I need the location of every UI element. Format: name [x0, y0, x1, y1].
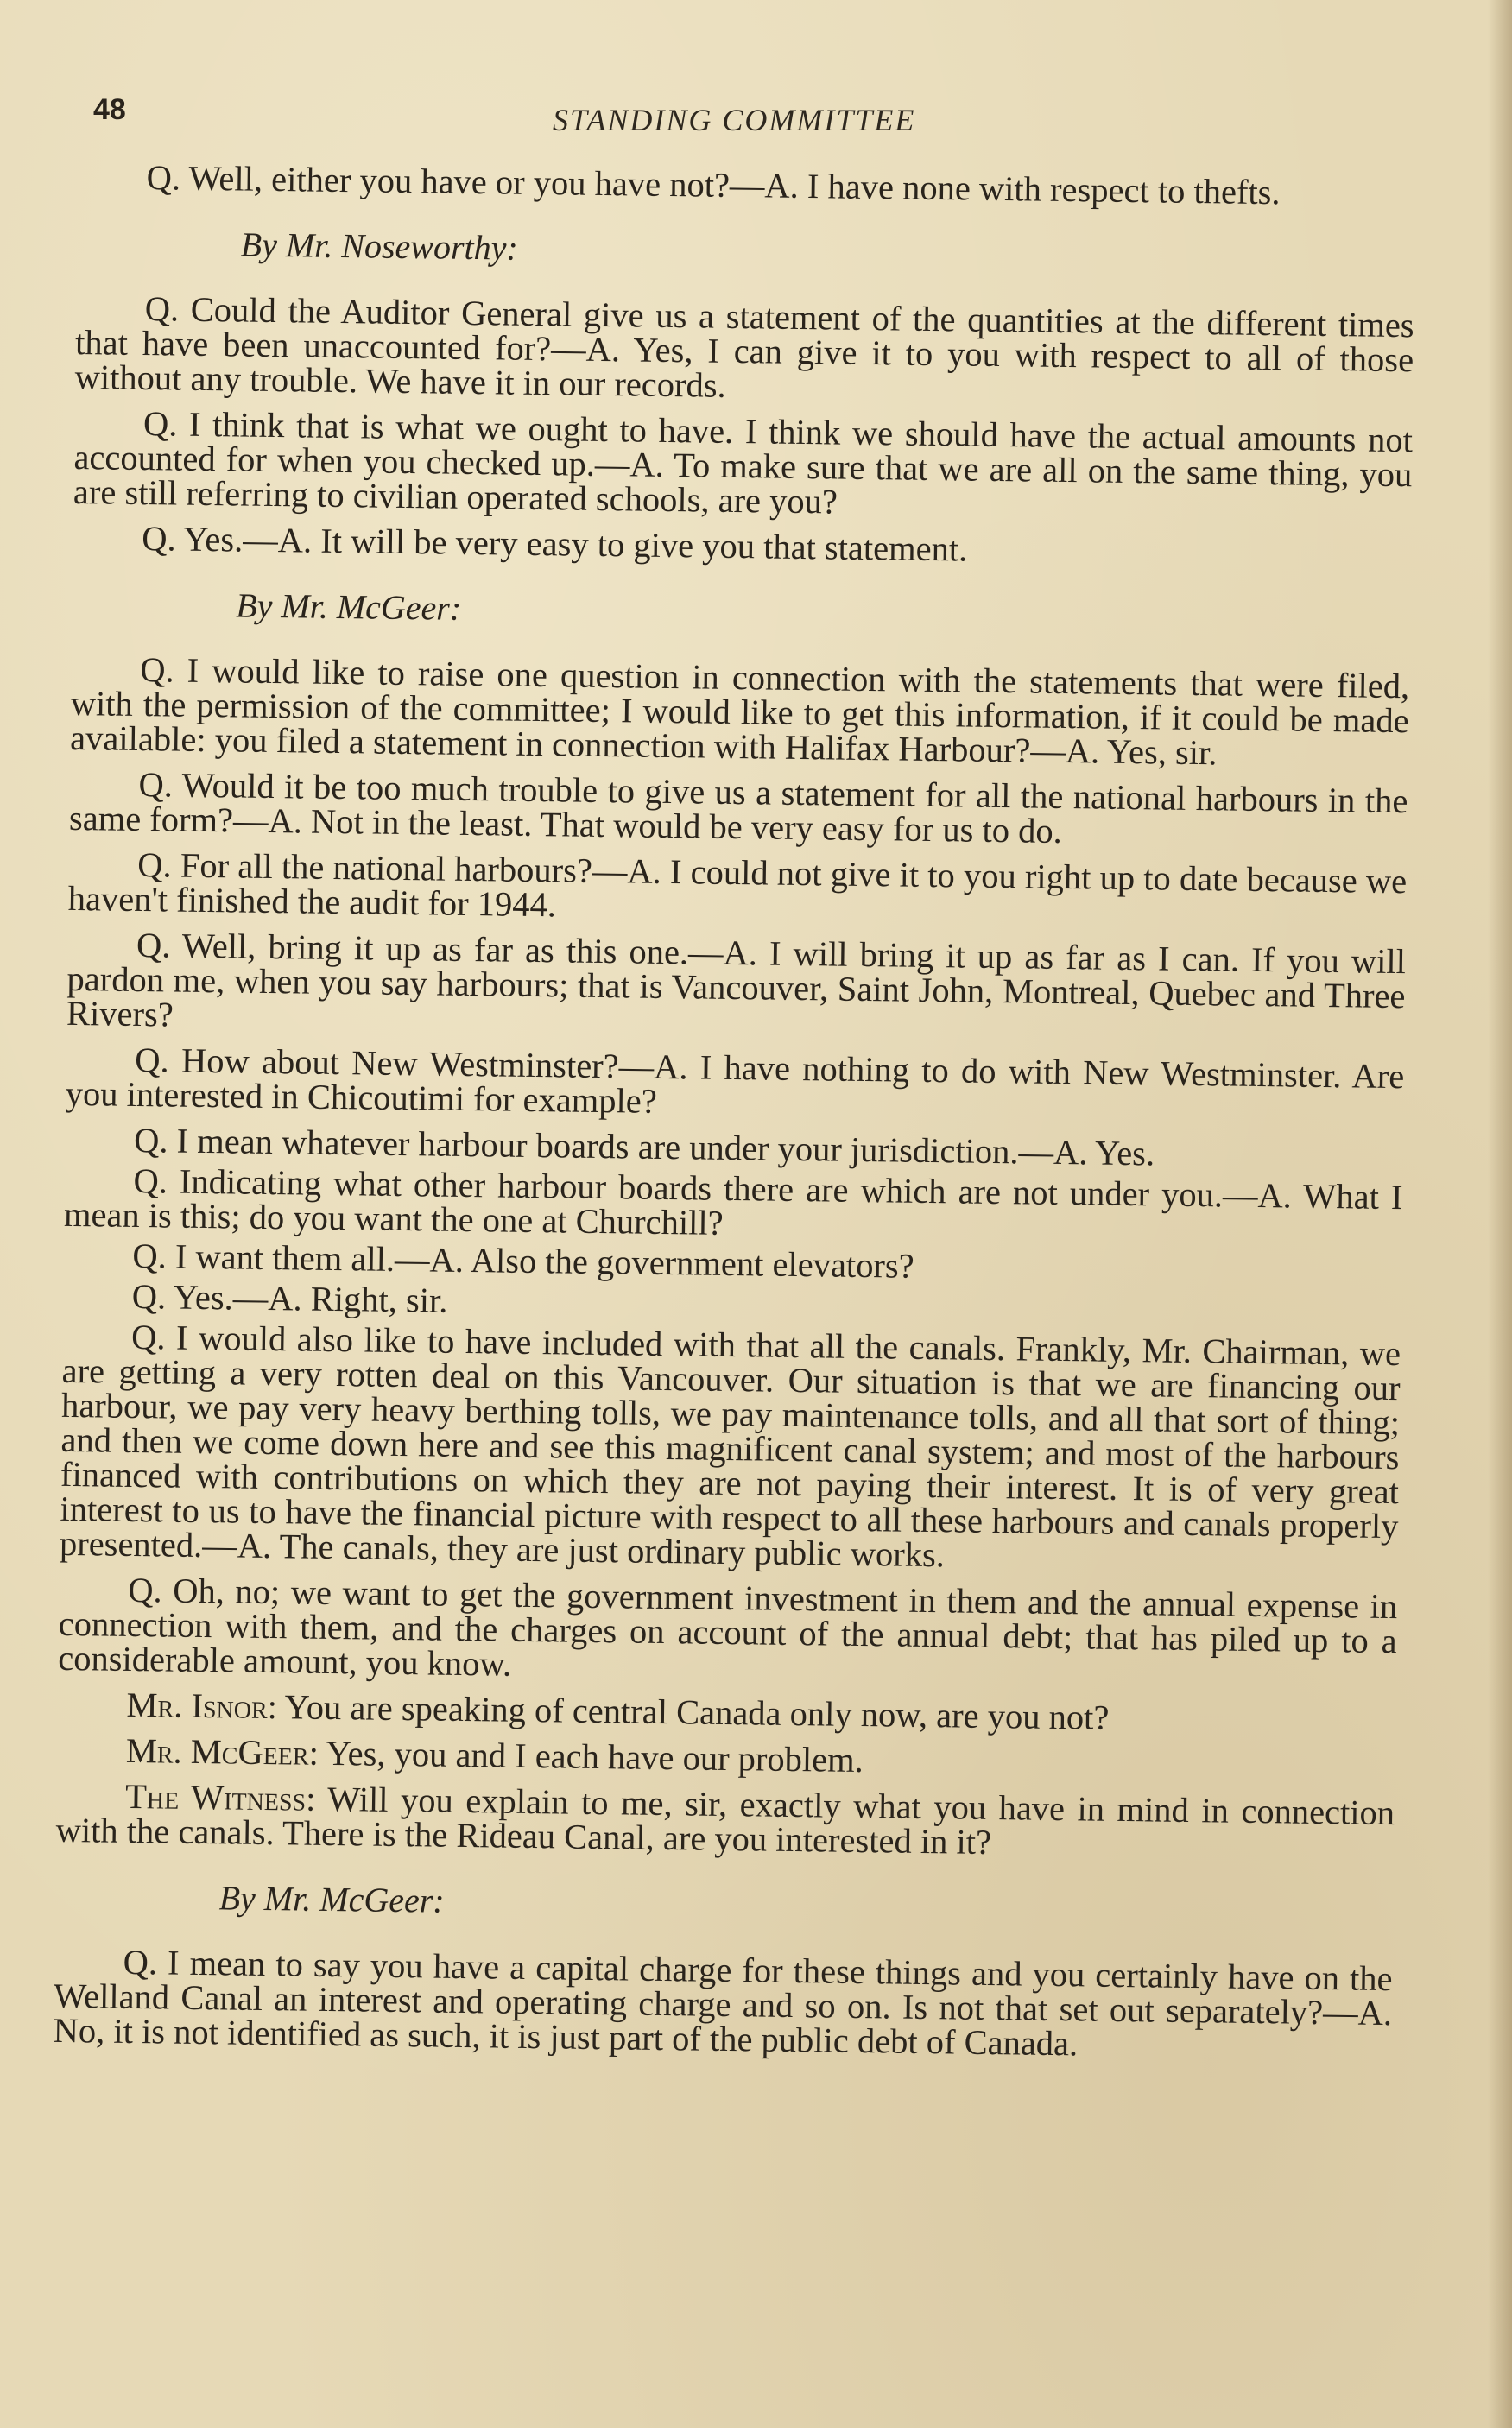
- running-head: STANDING COMMITTEE: [553, 103, 916, 137]
- speaker-name: The Witness: [124, 1776, 307, 1818]
- paragraph: Q. I mean to say you have a capital charge for these things and you certainly have on the Welland Canal an interest and operating charge and so on. Is not that set out separately?—A. No, it is not identified as such, it is just part of the public debt of Canada.: [53, 1942, 1393, 2064]
- paragraph: Q. I would also like to have included with that all the canals. Frankly, Mr. Chairman, we are getting a very rotten deal on this Vancouver. Our situation is that we are financing our harbour, we pay very heavy berthing tolls, we pay maintenance tolls, and all that sort of thing; and then we come down here and see this magnificent canal system; and most of the harbours financed with contributions on which they are not paying their interest. It is of very great interest to us to have the financial picture with respect to all these harbours and canals properly presented.—A. The canals, they are just ordinary public works.: [59, 1317, 1401, 1575]
- paragraph: Q. For all the national harbours?—A. I could not give it to you right up to date because we haven't finished the audit for 1944.: [67, 844, 1408, 925]
- speech-text: : You are speaking of central Canada only now, are you not?: [267, 1687, 1110, 1737]
- paragraph: Q. Oh, no; we want to get the government investment in them and the annual expense in connection with them, and the charges on account of the annual debt; that has piled up to a considerable amount, you know.: [57, 1570, 1398, 1684]
- paragraph: Q. I think that is what we ought to have. I think we should have the actual amounts not accounted for when you checked up.—A. To make sure that we are all on the same thing, you are still referring to civilian operated schools, are you?: [73, 404, 1414, 522]
- paragraph: Q. Well, bring it up as far as this one.—A. I will bring it up as far as I can. If you will pardon me, when you say harbours; that is Vancouver, Saint John, Montreal, Quebec and Three Rivers?: [66, 925, 1407, 1034]
- paragraph: Q. I would like to raise one question in connection with the statements that were filed, with the permission of the committee; I would like to get this information, if it could be made available: you filed a statement in connection with Halifax Harbour?—A. Yes, sir.: [69, 649, 1410, 773]
- speaker-heading: By Mr. McGeer:: [235, 585, 462, 628]
- paragraph: Q. I want them all.—A. Also the government elevators?: [132, 1236, 915, 1286]
- paragraph: Q. I mean whatever harbour boards are under your jurisdiction.—A. Yes.: [133, 1120, 1155, 1173]
- paragraph: Q. Yes.—A. It will be very easy to give you that statement.: [141, 519, 968, 569]
- paragraph: Q. Would it be too much trouble to give us a statement for all the national harbours in the same form?—A. Not in the least. That would be very easy for us to do.: [68, 764, 1408, 850]
- paragraph: Q. Well, either you have or you have not?—A. I have none with respect to thefts.: [146, 158, 1281, 212]
- speaker-heading: By Mr. McGeer:: [218, 1878, 445, 1920]
- paragraph: Q. Yes.—A. Right, sir.: [131, 1276, 448, 1320]
- page-number: 48: [93, 93, 126, 126]
- named-speech: [57, 1730, 1395, 1785]
- speech-text: : Yes, you and I each have our problem.: [308, 1733, 864, 1780]
- named-speech: [57, 1687, 1395, 1739]
- speaker-name: Mr. Isnor: [126, 1685, 268, 1727]
- speaker-name: Mr. McGeer: [125, 1730, 309, 1773]
- speaker-heading: By Mr. Noseworthy:: [240, 224, 519, 268]
- paragraph: Q. How about New Westminster?—A. I have nothing to do with New Westminster. Are you interested in Chicoutimi for example?: [65, 1040, 1405, 1121]
- paragraph: Q. Could the Auditor General give us a statement of the quantities at the different times that have been unaccounted for?—A. Yes, I can give it to you with respect to all of those without any trouble. We have it in our records.: [74, 289, 1414, 405]
- named-speech: [55, 1776, 1395, 1865]
- speech-text: : Will you explain to me, sir, exactly what you have in mind in connection with the canals. There is the Rideau Canal, are you interested in it?: [55, 1779, 1395, 1862]
- page-body: [53, 160, 1416, 2077]
- paragraph: Q. Indicating what other harbour boards there are which are not under you.—A. What I mean is this; do you want the one at Churchill?: [63, 1160, 1403, 1242]
